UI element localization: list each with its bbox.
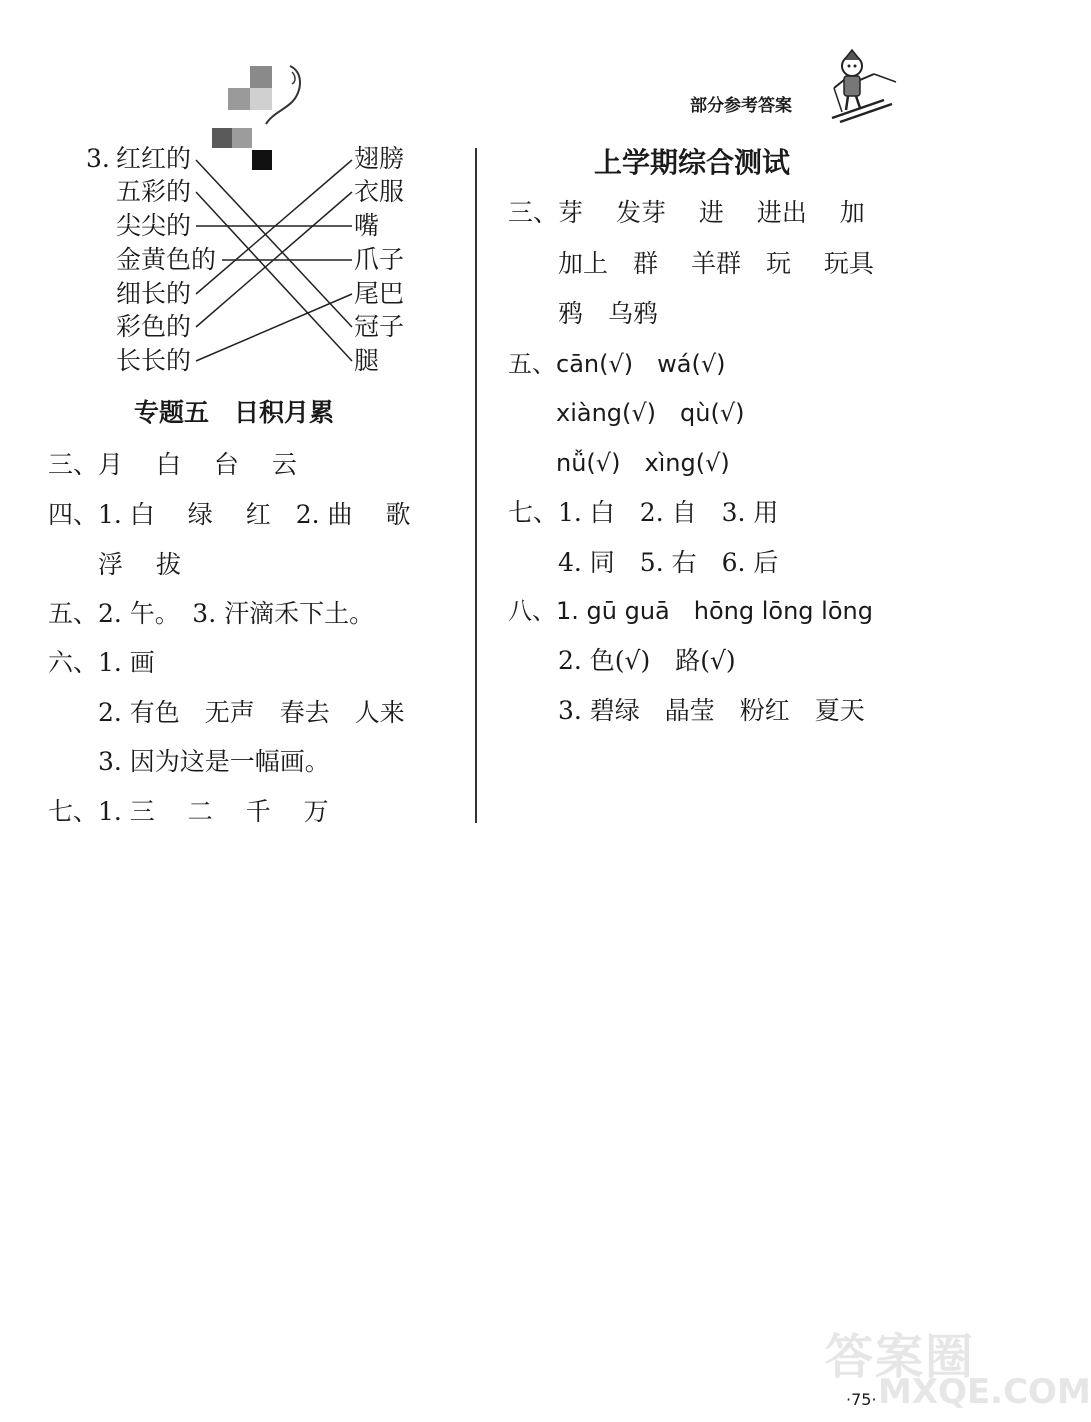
match-right-item: 尾巴 — [354, 279, 405, 308]
answer-line: 五、2. 午。 3. 汗滴禾下土。 — [48, 599, 375, 628]
answer-line: 七、1. 白 2. 自 3. 用 — [508, 498, 779, 527]
match-line — [196, 160, 352, 294]
answer-line: 2. 有色 无声 春去 人来 — [48, 698, 405, 727]
column-divider — [475, 148, 477, 823]
match-right-item: 翅膀 — [354, 144, 405, 173]
match-right-item: 冠子 — [354, 312, 405, 341]
match-line — [196, 192, 352, 361]
answer-line: 八、1. gū guā hōng lōng lōng — [508, 597, 873, 625]
match-lines — [0, 0, 480, 420]
answer-line: 三、月 白 台 云 — [48, 450, 297, 479]
answer-line: xiàng(√) qù(√) — [508, 399, 745, 427]
answer-line: 五、cān(√) wá(√) — [508, 350, 726, 378]
match-line — [196, 160, 352, 327]
match-right-item: 衣服 — [354, 177, 405, 206]
match-left-item: 金黄色的 — [116, 245, 217, 274]
match-right-item: 嘴 — [354, 211, 380, 240]
match-left-item: 长长的 — [116, 346, 192, 375]
answer-line: 4. 同 5. 右 6. 后 — [508, 548, 779, 577]
match-right-item: 爪子 — [354, 245, 405, 274]
match-left-item: 红红的 — [116, 144, 192, 173]
match-line — [196, 294, 352, 361]
match-left-item: 尖尖的 — [116, 211, 192, 240]
answer-line: 3. 碧绿 晶莹 粉红 夏天 — [508, 696, 865, 725]
answer-line: nǚ(√) xìng(√) — [508, 449, 730, 477]
answer-line: 三、芽 发芽 进 进出 加 — [508, 198, 865, 227]
answer-line: 六、1. 画 — [48, 648, 155, 677]
section-title-right: 上学期综合测试 — [594, 146, 791, 179]
match-right-item: 腿 — [354, 346, 380, 375]
section-title-left: 专题五 日积月累 — [134, 398, 335, 427]
answer-line: 七、1. 三 二 千 万 — [48, 797, 329, 826]
answer-line: 2. 色(√) 路(√) — [508, 646, 736, 675]
watermark-logo: 答案圈 — [825, 1329, 976, 1385]
answer-line: 鸦 乌鸦 — [508, 299, 659, 328]
match-left-item: 五彩的 — [116, 177, 192, 206]
answer-line: 浮 拔 — [48, 550, 181, 579]
watermark-url: MXQE.COM — [878, 1372, 1091, 1412]
answer-line: 加上 群 羊群 玩 玩具 — [508, 249, 874, 278]
page-number: ·75· — [846, 1390, 877, 1409]
page-header-title: 部分参考答案 — [690, 96, 792, 116]
match-left-item: 彩色的 — [116, 312, 192, 341]
match-left-item: 细长的 — [116, 279, 192, 308]
match-number: 3. — [86, 144, 110, 173]
skier-icon — [826, 48, 904, 124]
answer-line: 3. 因为这是一幅画。 — [48, 747, 330, 776]
answer-line: 四、1. 白 绿 红 2. 曲 歌 — [48, 500, 411, 529]
